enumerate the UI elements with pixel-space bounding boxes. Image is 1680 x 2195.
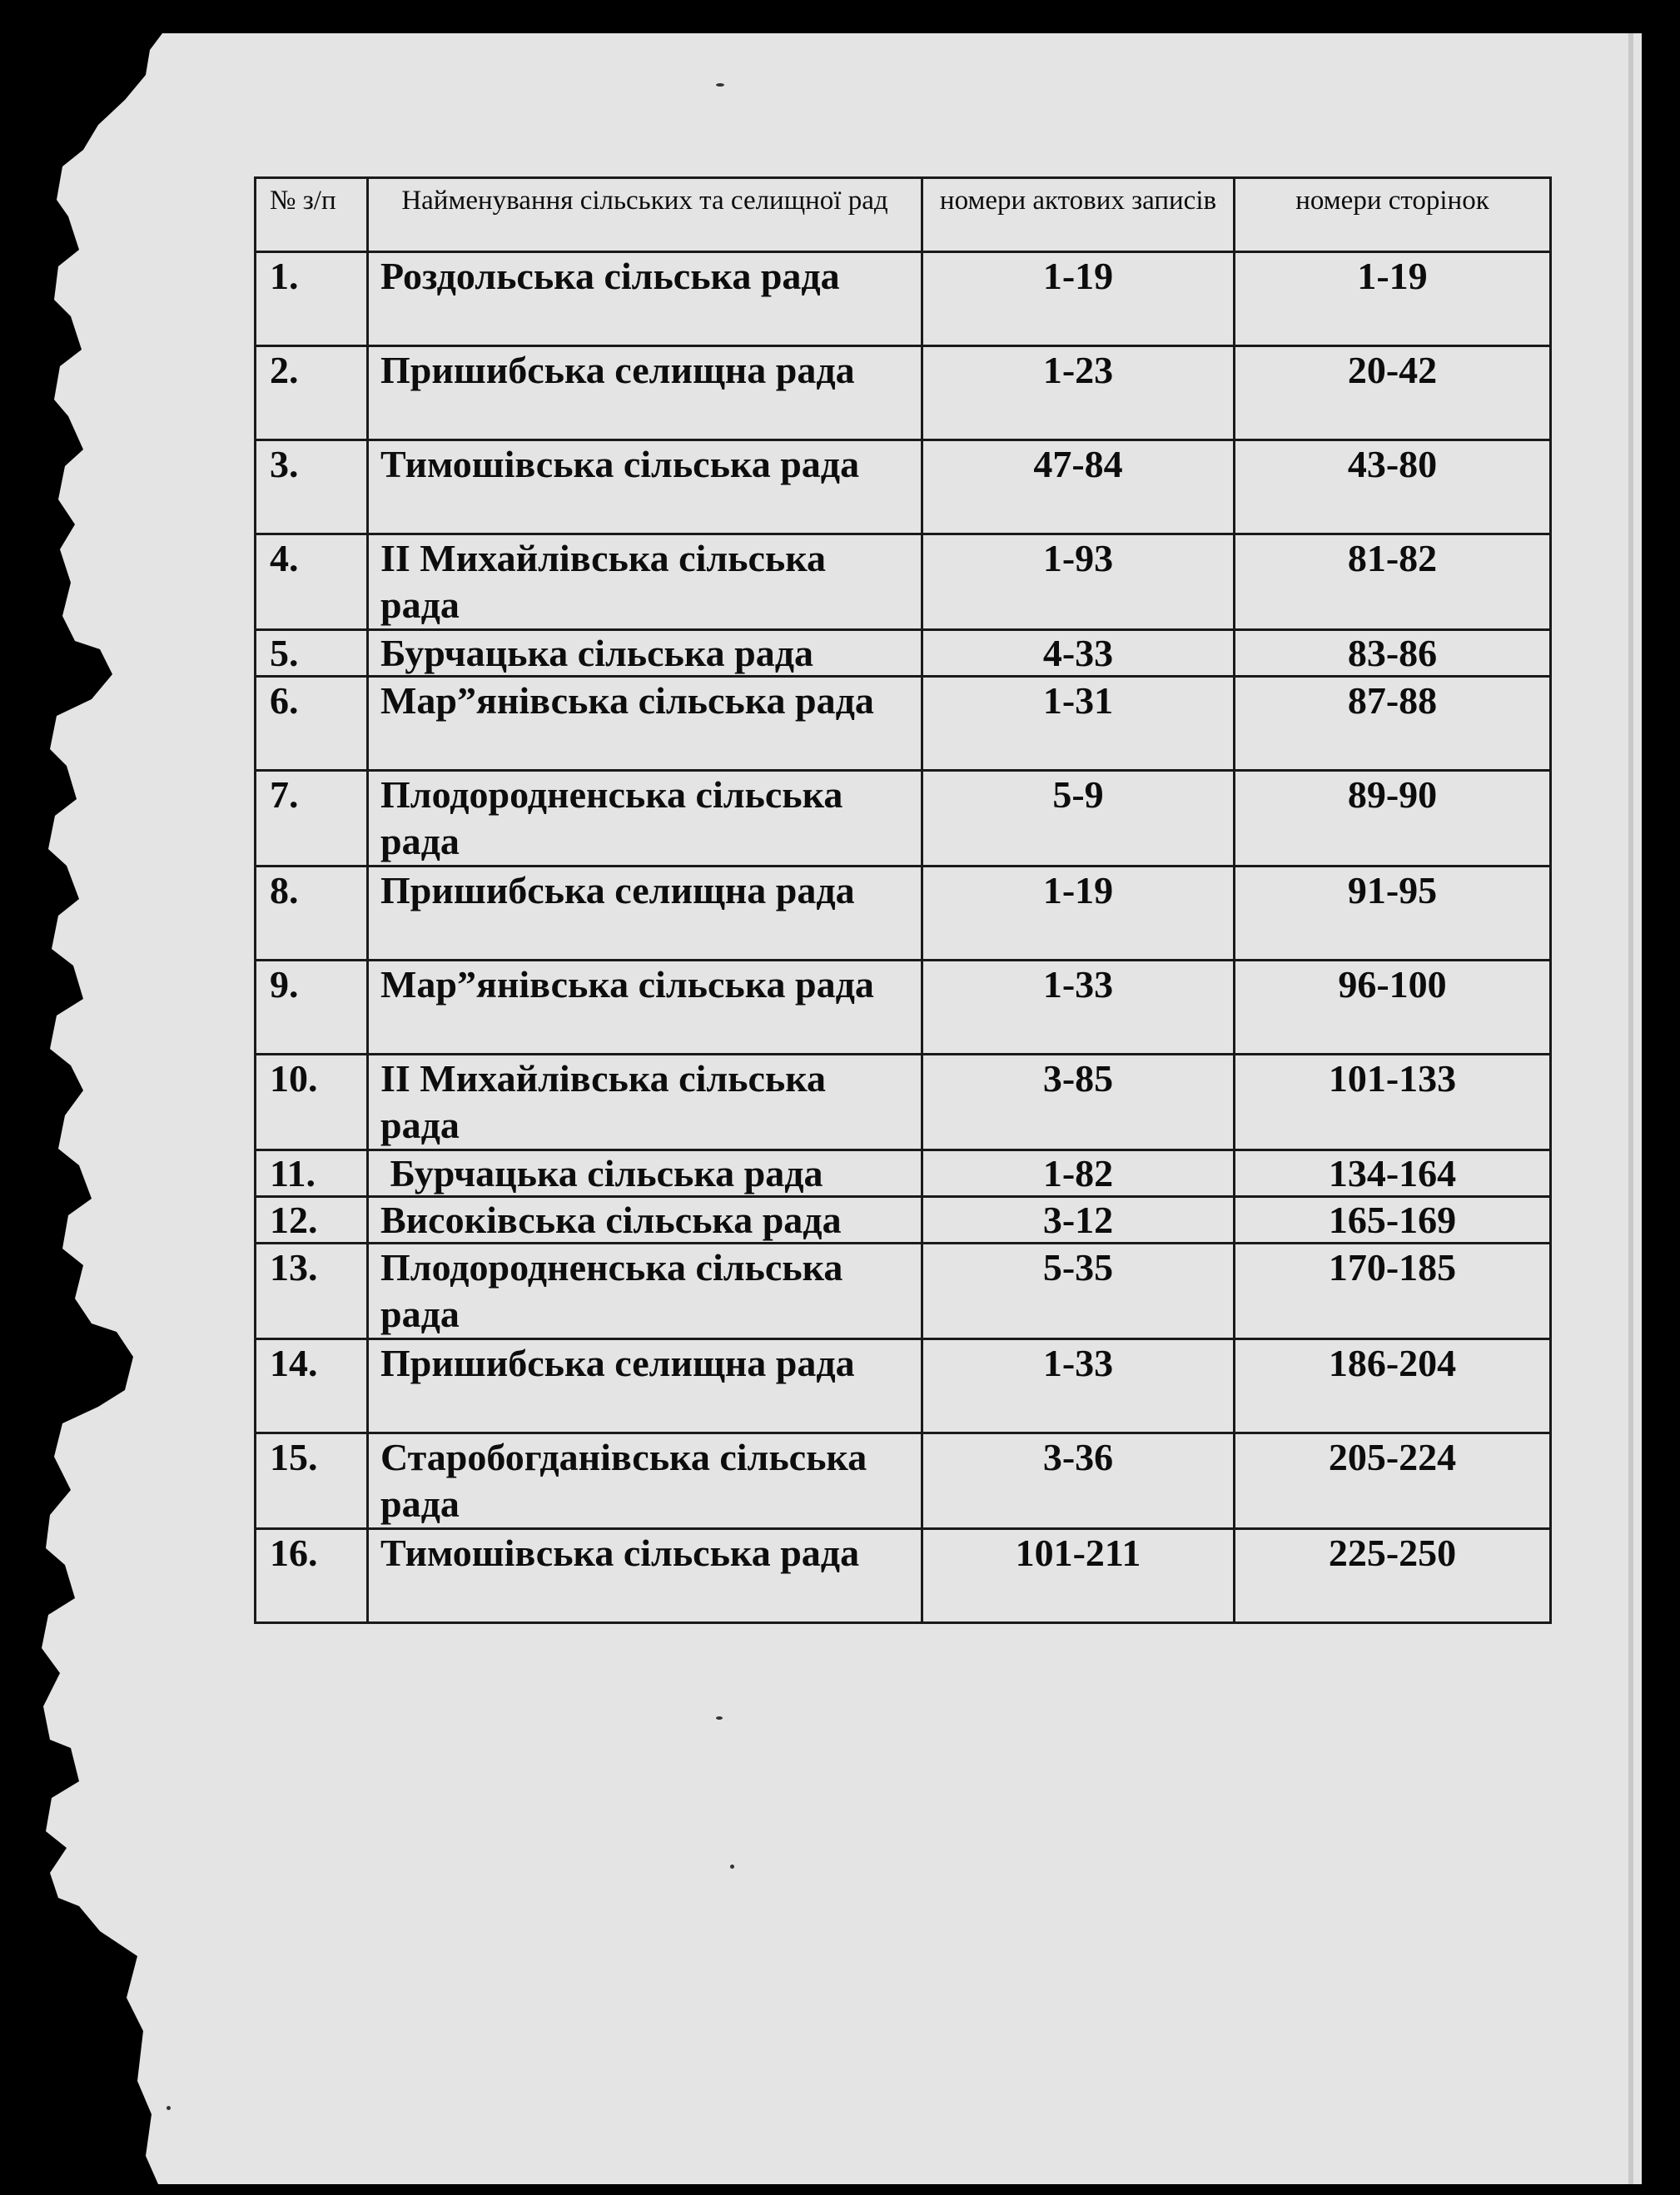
table-header-row (256, 178, 1551, 252)
row-page-numbers: 205-224 (1235, 1433, 1551, 1529)
row-page-numbers: 96-100 (1235, 961, 1551, 1055)
row-record-numbers: 47-84 (922, 440, 1235, 534)
table-row (256, 252, 1551, 346)
row-record-numbers: 1-33 (922, 961, 1235, 1055)
row-record-numbers: 3-12 (922, 1197, 1235, 1244)
table-row (256, 771, 1551, 867)
table-row (256, 346, 1551, 440)
table-row (256, 440, 1551, 534)
row-number: 12. (256, 1197, 368, 1244)
row-number: 14. (256, 1339, 368, 1433)
row-number: 11. (256, 1150, 368, 1197)
row-record-numbers: 1-82 (922, 1150, 1235, 1197)
header-page-numbers: номери сторінок (1235, 178, 1551, 252)
row-council-name: Плодородненська сільська рада (368, 771, 922, 867)
table-row (256, 1197, 1551, 1244)
row-number: 2. (256, 346, 368, 440)
row-number: 15. (256, 1433, 368, 1529)
row-page-numbers: 1-19 (1235, 252, 1551, 346)
row-council-name: Пришибська селищна рада (368, 346, 922, 440)
row-council-name: Плодородненська сільська рада (368, 1244, 922, 1339)
row-record-numbers: 1-93 (922, 534, 1235, 630)
row-record-numbers: 101-211 (922, 1529, 1235, 1623)
row-record-numbers: 1-19 (922, 252, 1235, 346)
header-number: № з/п (256, 178, 368, 252)
table-row (256, 1055, 1551, 1150)
row-record-numbers: 4-33 (922, 630, 1235, 677)
row-council-name: Пришибська селищна рада (368, 1339, 922, 1433)
row-council-name: Мар”янівська сільська рада (368, 677, 922, 771)
row-page-numbers: 186-204 (1235, 1339, 1551, 1433)
row-page-numbers: 165-169 (1235, 1197, 1551, 1244)
row-record-numbers: 5-9 (922, 771, 1235, 867)
row-council-name: Тимошівська сільська рада (368, 440, 922, 534)
row-number: 13. (256, 1244, 368, 1339)
row-page-numbers: 83-86 (1235, 630, 1551, 677)
row-council-name: Тимошівська сільська рада (368, 1529, 922, 1623)
row-number: 8. (256, 867, 368, 961)
row-number: 16. (256, 1529, 368, 1623)
row-council-name: Бурчацька сільська рада (368, 1150, 922, 1197)
row-council-name: ІІ Михайлівська сільська рада (368, 1055, 922, 1150)
row-record-numbers: 1-19 (922, 867, 1235, 961)
paper-speck (730, 1865, 734, 1869)
table-row (256, 867, 1551, 961)
row-council-name: Роздольська сільська рада (368, 252, 922, 346)
row-number: 9. (256, 961, 368, 1055)
table-row (256, 534, 1551, 630)
header-record-numbers: номери актових записів (922, 178, 1235, 252)
row-page-numbers: 89-90 (1235, 771, 1551, 867)
table-row (256, 630, 1551, 677)
row-page-numbers: 225-250 (1235, 1529, 1551, 1623)
row-page-numbers: 87-88 (1235, 677, 1551, 771)
row-number: 7. (256, 771, 368, 867)
row-page-numbers: 134-164 (1235, 1150, 1551, 1197)
row-page-numbers: 101-133 (1235, 1055, 1551, 1150)
paper-speck (716, 83, 724, 87)
table-row (256, 1150, 1551, 1197)
table-row (256, 961, 1551, 1055)
row-page-numbers: 170-185 (1235, 1244, 1551, 1339)
row-record-numbers: 1-31 (922, 677, 1235, 771)
row-council-name: ІІ Михайлівська сільська рада (368, 534, 922, 630)
registry-table (254, 176, 1552, 1624)
row-record-numbers: 1-33 (922, 1339, 1235, 1433)
paper-speck (167, 2106, 171, 2110)
table-row (256, 1529, 1551, 1623)
row-number: 5. (256, 630, 368, 677)
row-number: 10. (256, 1055, 368, 1150)
row-page-numbers: 43-80 (1235, 440, 1551, 534)
row-record-numbers: 1-23 (922, 346, 1235, 440)
table-row (256, 1339, 1551, 1433)
table-row (256, 677, 1551, 771)
table-row (256, 1244, 1551, 1339)
header-council-name: Найменування сільських та селищної рад (368, 178, 922, 252)
row-page-numbers: 20-42 (1235, 346, 1551, 440)
row-council-name: Мар”янівська сільська рада (368, 961, 922, 1055)
row-council-name: Бурчацька сільська рада (368, 630, 922, 677)
row-page-numbers: 81-82 (1235, 534, 1551, 630)
row-record-numbers: 5-35 (922, 1244, 1235, 1339)
row-page-numbers: 91-95 (1235, 867, 1551, 961)
row-council-name: Високівська сільська рада (368, 1197, 922, 1244)
table-row (256, 1433, 1551, 1529)
row-number: 6. (256, 677, 368, 771)
row-number: 1. (256, 252, 368, 346)
row-number: 3. (256, 440, 368, 534)
row-council-name: Старобогданівська сільська рада (368, 1433, 922, 1529)
row-number: 4. (256, 534, 368, 630)
row-council-name: Пришибська селищна рада (368, 867, 922, 961)
paper-speck (716, 1716, 723, 1720)
row-record-numbers: 3-85 (922, 1055, 1235, 1150)
row-record-numbers: 3-36 (922, 1433, 1235, 1529)
